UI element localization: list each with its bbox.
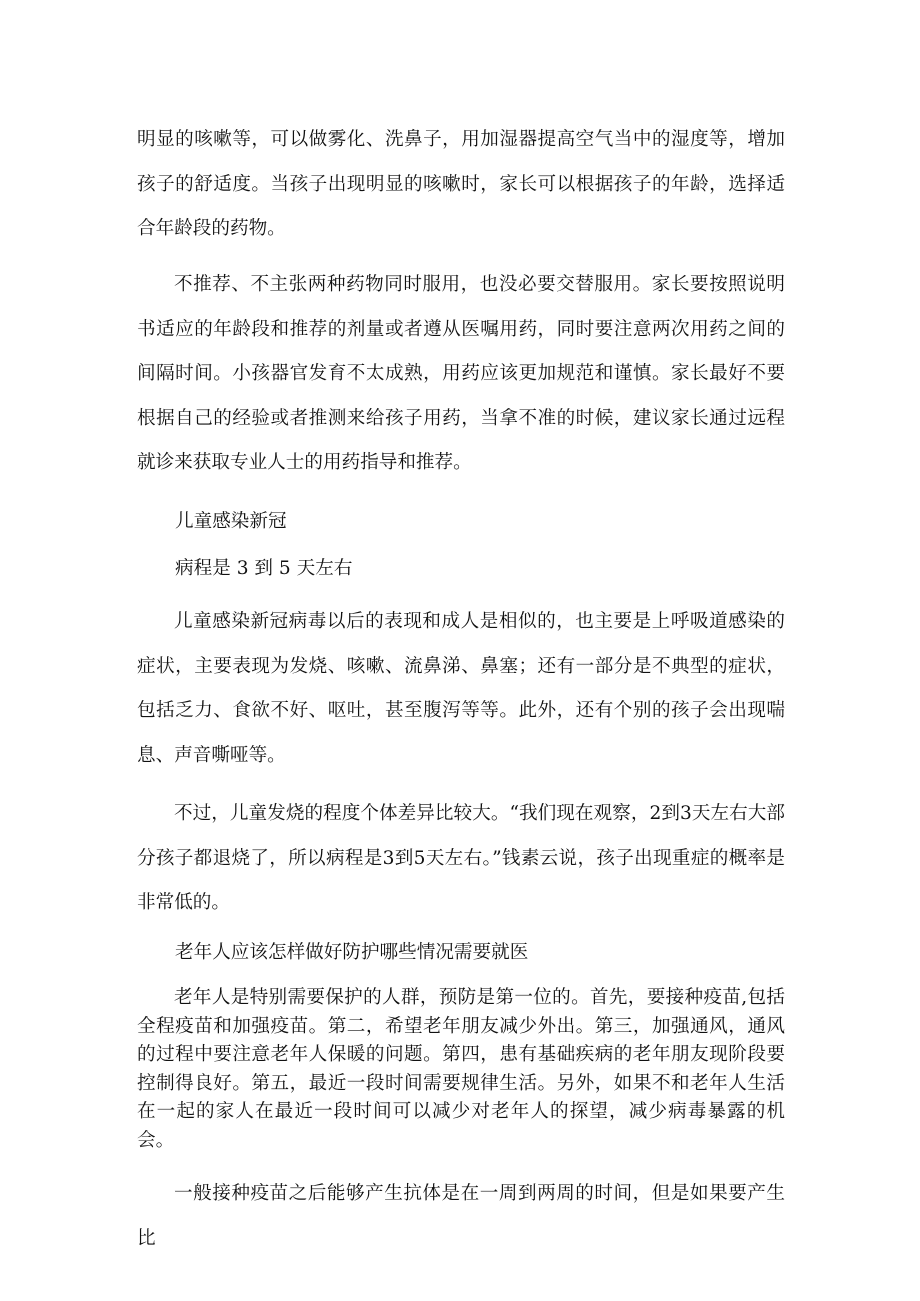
heading-children-infection: 儿童感染新冠: [175, 511, 287, 532]
paragraph-vaccine-antibody: 一般接种疫苗之后能够产生抗体是在一周到两周的时间，但是如果要产生比: [137, 1183, 785, 1249]
paragraph-cough-relief: 明显的咳嗽等，可以做雾化、洗鼻子，用加湿器提高空气当中的湿度等，增加孩子的舒适度。当孩子出现明显的咳嗽时，家长可以根据孩子的年龄，选择适合年龄段的药物。: [137, 129, 785, 240]
heading-course-duration: 病程是 3 到 5 天左右: [175, 558, 353, 579]
heading-elderly-protection: 老年人应该怎样做好防护哪些情况需要就医: [175, 942, 529, 963]
paragraph-elderly-prevention: 老年人是特别需要保护的人群，预防是第一位的。首先，要接种疫苗,包括全程疫苗和加强疫苗。第二，希望老年朋友减少外出。第三，加强通风，通风的过程中要注意老年人保暖的问题。第四，患有基础疾病的老年朋友现阶段要控制得良好。第五，最近一段时间需要规律生活。另外，如果不和老年人生活在一起的家人在最近一段时间可以减少对老年人的探望，减少病毒暴露的机会。: [137, 987, 785, 1151]
paragraph-children-symptoms: 儿童感染新冠病毒以后的表现和成人是相似的，也主要是上呼吸道感染的症状，主要表现为发烧、咳嗽、流鼻涕、鼻塞；还有一部分是不典型的症状，包括乏力、食欲不好、呕吐，甚至腹泻等等。此外，还有个别的孩子会出现喘息、声音嘶哑等。: [137, 611, 785, 766]
paragraph-fever-variation: 不过，儿童发烧的程度个体差异比较大。“我们现在观察，2到3天左右大部分孩子都退烧了，所以病程是3到5天左右。”钱素云说，孩子出现重症的概率是非常低的。: [137, 803, 785, 914]
paragraph-medication-advice: 不推荐、不主张两种药物同时服用，也没必要交替服用。家长要按照说明书适应的年龄段和推荐的剂量或者遵从医嘱用药，同时要注意两次用药之间的间隔时间。小孩器官发育不太成熟，用药应该更加规范和谨慎。家长最好不要根据自己的经验或者推测来给孩子用药，当拿不准的时候，建议家长通过远程就诊来获取专业人士的用药指导和推荐。: [137, 274, 785, 474]
